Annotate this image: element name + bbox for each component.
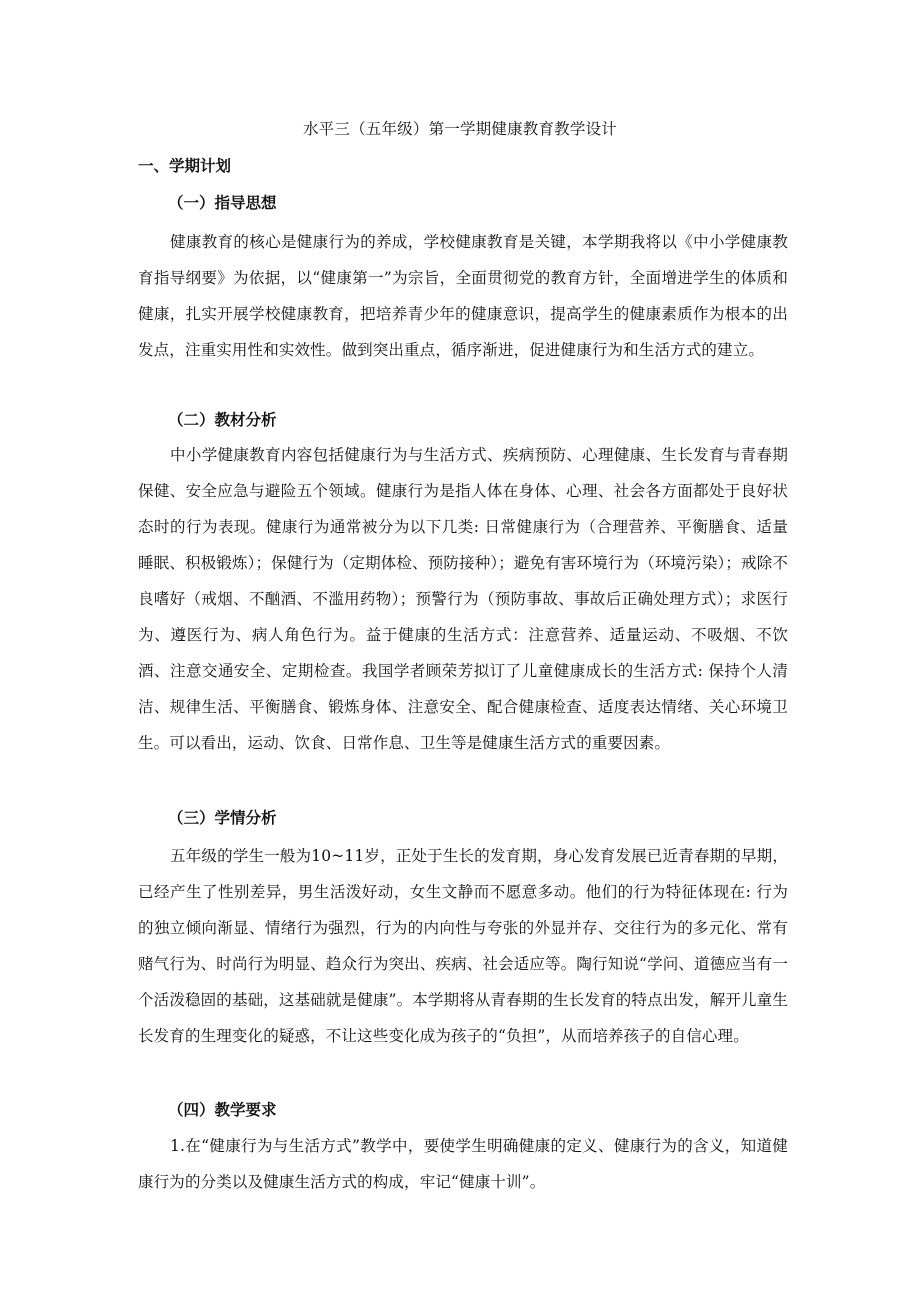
subsection-heading-textbook-analysis: （二）教材分析 [168,410,277,429]
subsection-heading-student-analysis: （三）学情分析 [168,808,277,827]
paragraph-teaching-requirements: 1.在“健康行为与生活方式”教学中，要使学生明确健康的定义、健康行为的含义，知道健康行为的分类以及健康生活方式的构成，牢记“健康十训”。 [138,1137,788,1191]
paragraph-guiding-ideology: 健康教育的核心是健康行为的养成，学校健康教育是关键，本学期我将以《中小学健康教育指导纲要》为依据，以“健康第一”为宗旨，全面贯彻党的教育方针，全面增进学生的体质和健康，扎实开展学校健康教育，把培养青少年的健康意识，提高学生的健康素质作为根本的出发点，注重实用性和实效性。做到突出重点，循序渐进，促进健康行为和生活方式的建立。 [138,233,788,359]
paragraph-student-analysis: 五年级的学生一般为10~11岁，正处于生长的发育期，身心发育发展已近青春期的早期，已经产生了性别差异，男生活泼好动，女生文静而不愿意多动。他们的行为特征体现在: 行为的独立倾向渐显、情绪行为强烈，行为的内向性与夸张的外显并存、交往行为的多元化、常有赌气行为、时尚行为明显、趋众行为突出、疾病、社会适应等。陶行知说“学问、道德应当有一个活泼稳固的基础，这基础就是健康”。本学期将从青春期的生长发育的特点出发，解开儿童生长发育的生理变化的疑惑，不让这些变化成为孩子的“负担”，从而培养孩子的自信心理。 [138,847,788,1045]
subsection-heading-guiding-ideology: （一）指导思想 [168,193,277,212]
paragraph-textbook-analysis: 中小学健康教育内容包括健康行为与生活方式、疾病预防、心理健康、生长发育与青春期保健、安全应急与避险五个领域。健康行为是指人体在身体、心理、社会各方面都处于良好状态时的行为表现。健康行为通常被分为以下几类: 日常健康行为（合理营养、平衡膳食、适量睡眠、积极锻炼）；保健行为（定期体检、预防接种）；避免有害环境行为（环境污染）；戒除不良嗜好（戒烟、不酗酒、不滥用药物）；预警行为（预防事故、事故后正确处理方式）；求医行为、遵医行为、病人角色行为。益于健康的生活方式：注意营养、适量运动、不吸烟、不饮酒、注意交通安全、定期检查。我国学者顾荣芳拟订了儿童健康成长的生活方式: 保持个人清洁、规律生活、平衡膳食、锻炼身体、注意安全、配合健康检查、适度表达情绪、关心环境卫生。可以看出，运动、饮食、日常作息、卫生等是健康生活方式的重要因素。 [138,446,788,752]
section-heading-semester-plan: 一、学期计划 [138,156,232,175]
subsection-heading-teaching-requirements: （四）教学要求 [168,1100,277,1119]
document-title: 水平三（五年级）第一学期健康教育教学设计 [302,120,617,138]
